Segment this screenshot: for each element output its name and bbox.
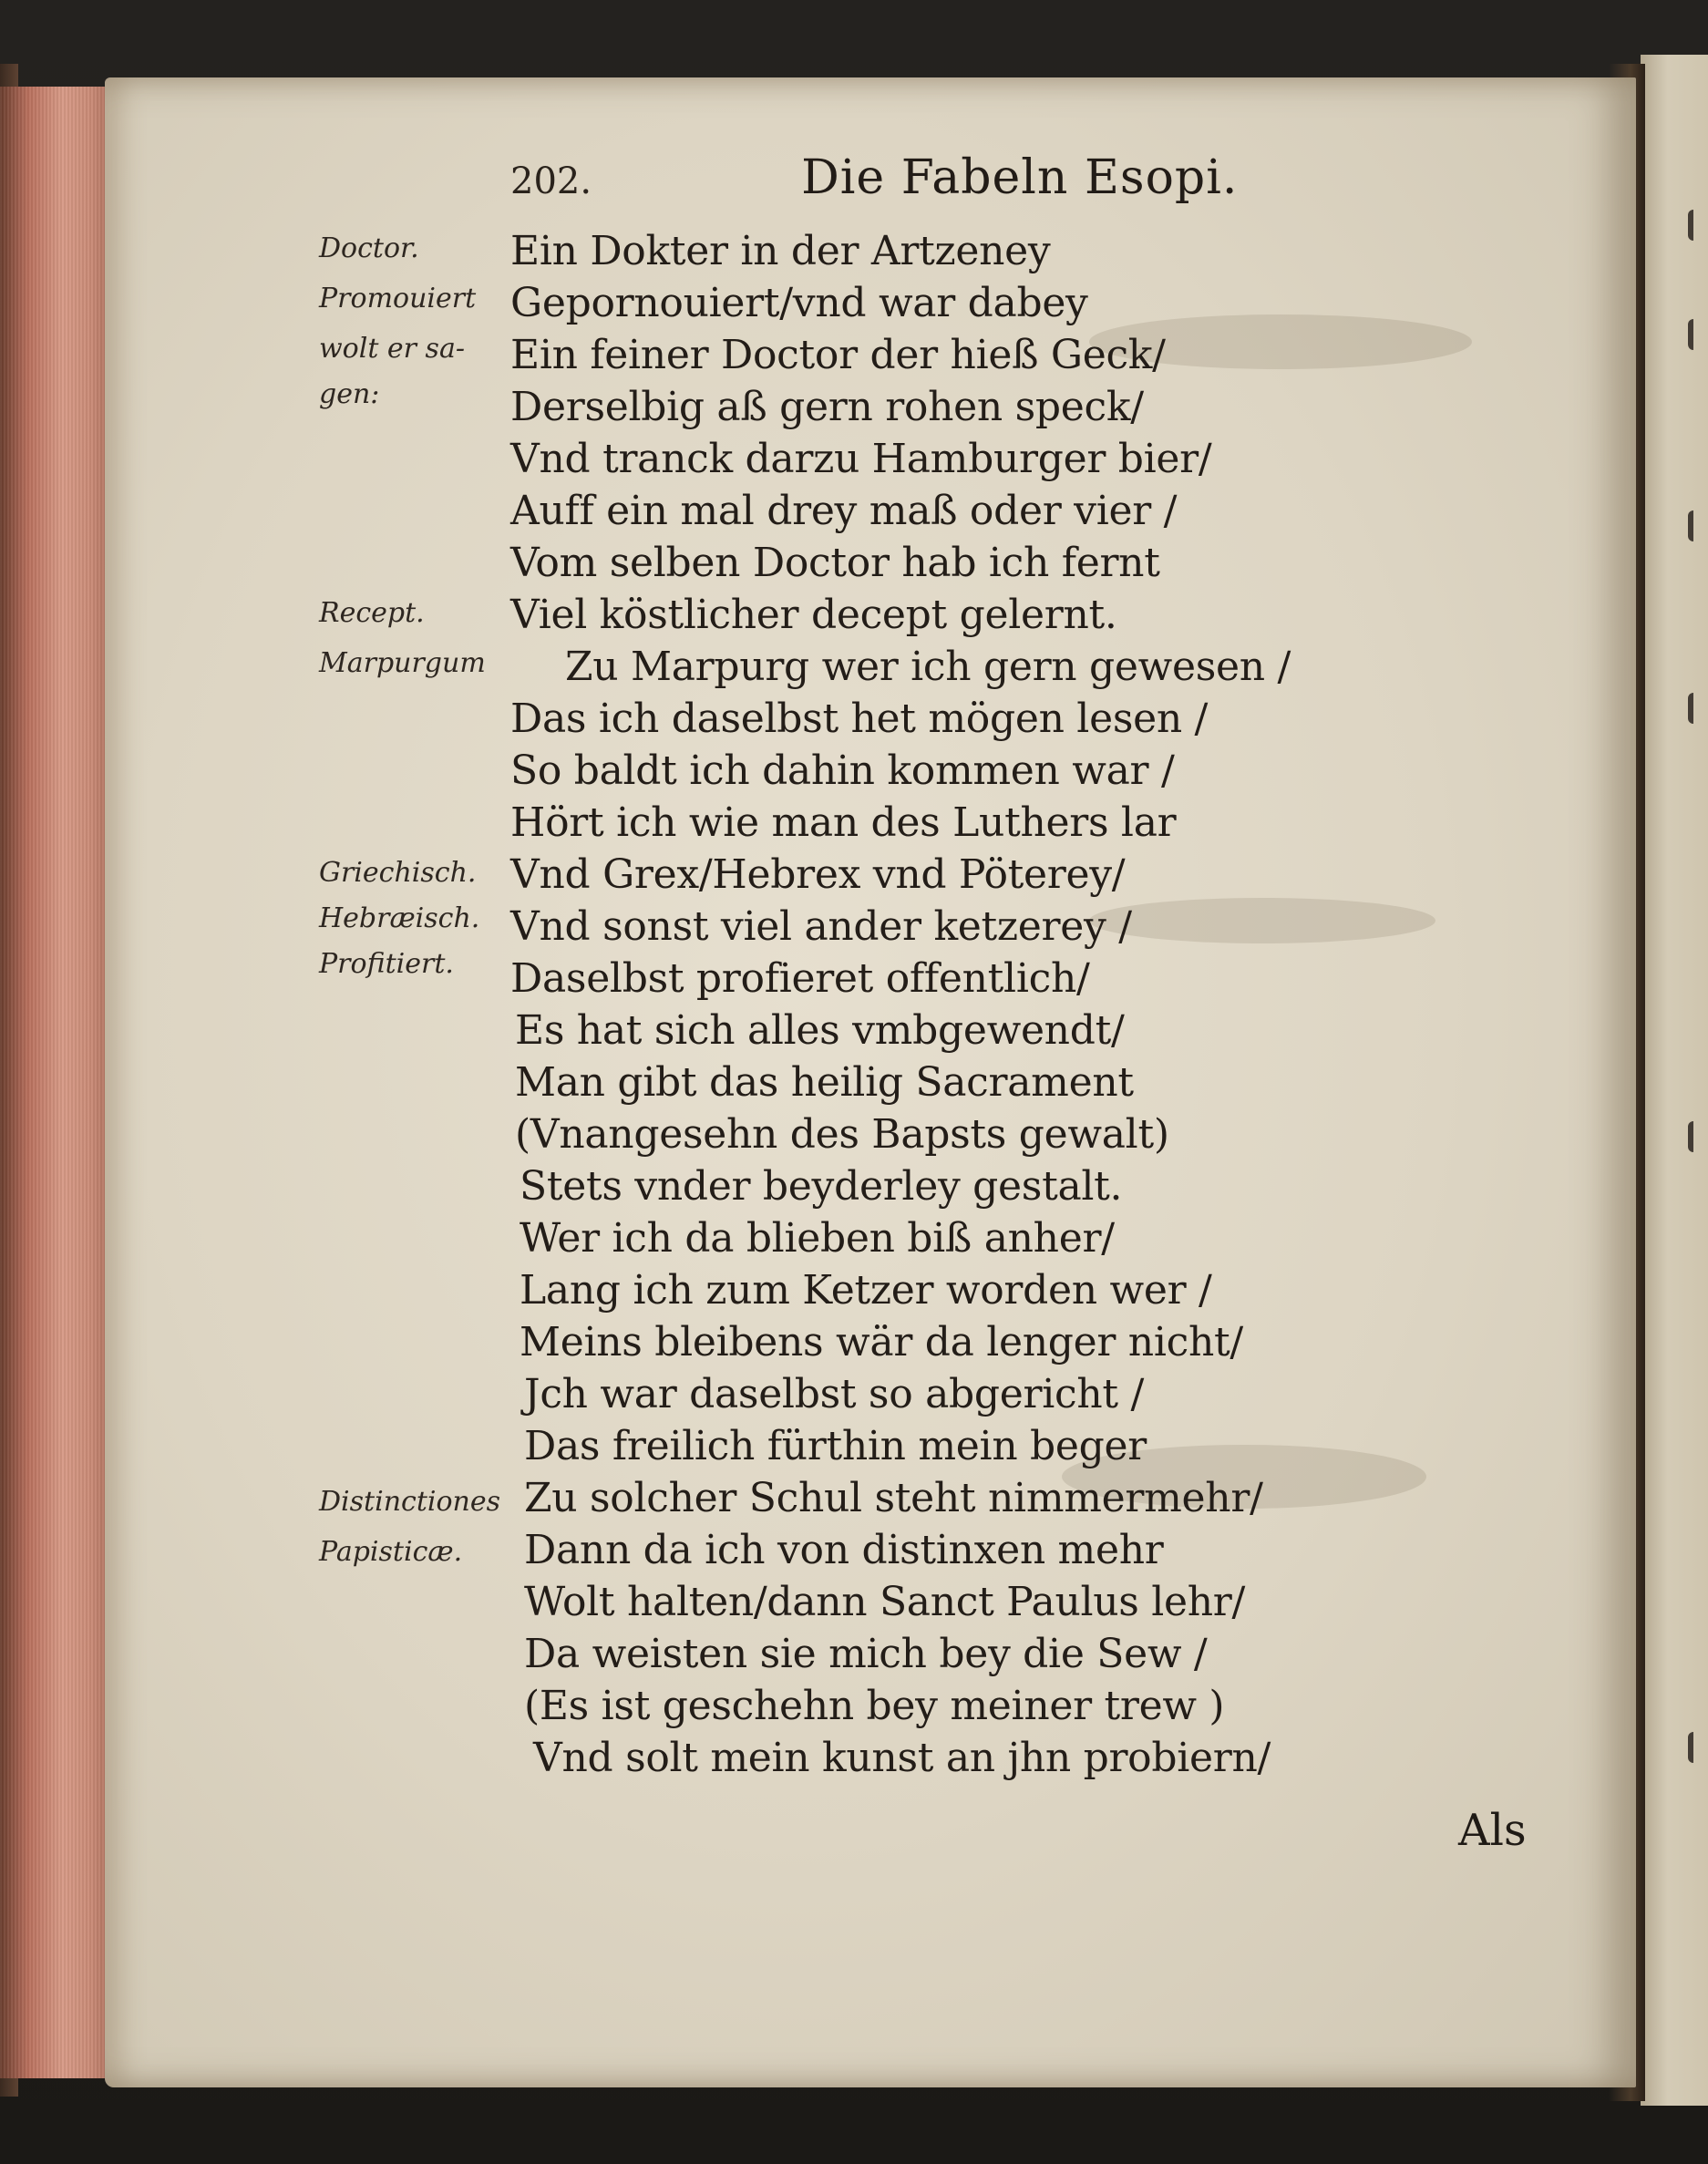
page-number: 202.: [510, 160, 592, 202]
verse-line: Da weisten sie mich bey die Sew /: [524, 1631, 1208, 1677]
verse-line: Ein Dokter in der Artzeney: [510, 228, 1051, 274]
margin-note: Recept.: [319, 597, 425, 629]
verse-line: Vnd Grex/Hebrex vnd Pöterey/: [510, 851, 1126, 898]
verse-line: Gepornouiert/vnd war dabey: [510, 280, 1088, 326]
facing-page-glyph: [1688, 1121, 1708, 1152]
verse-line: Ein feiner Doctor der hieß Geck/: [510, 332, 1166, 378]
running-title: Die Fabeln Esopi.: [801, 150, 1239, 205]
margin-note: Distinctiones: [319, 1486, 500, 1518]
margin-note: wolt er sa-: [319, 333, 465, 365]
margin-note: Doctor.: [319, 232, 419, 264]
margin-note: gen:: [319, 378, 380, 410]
verse-line: Vnd sonst viel ander ketzerey /: [510, 903, 1132, 950]
facing-page-glyph: [1688, 210, 1708, 241]
margin-note: Profitiert.: [319, 948, 454, 980]
verse-line: Auff ein mal drey maß oder vier /: [510, 488, 1178, 534]
catchword: Als: [1458, 1805, 1527, 1856]
verse-line: Lang ich zum Ketzer worden wer /: [520, 1267, 1212, 1314]
verse-line: Zu solcher Schul steht nimmermehr/: [524, 1475, 1263, 1521]
verse-line: Man gibt das heilig Sacrament: [515, 1059, 1134, 1106]
verse-line: Es hat sich alles vmbgewendt/: [515, 1007, 1125, 1054]
verse-line: Viel köstlicher decept gelernt.: [510, 592, 1117, 638]
page-fore-edge: [0, 87, 114, 2078]
verse-line: Hört ich wie man des Luthers lar: [510, 799, 1177, 846]
verse-line: Daselbst profieret offentlich/: [510, 955, 1090, 1002]
verse-line: Zu Marpurg wer ich gern gewesen /: [565, 644, 1291, 690]
verse-line: Meins bleibens wär da lenger nicht/: [520, 1319, 1243, 1365]
verse-line: Wolt halten/dann Sanct Paulus lehr/: [524, 1579, 1246, 1625]
margin-note: Griechisch.: [319, 857, 477, 889]
verse-line: Vnd solt mein kunst an jhn probiern/: [533, 1735, 1271, 1781]
facing-page-glyph: [1688, 1732, 1708, 1763]
running-head: [510, 150, 1238, 205]
verse-line: (Vnangesehn des Bapsts gewalt): [515, 1111, 1169, 1158]
margin-note: Hebræisch.: [319, 902, 480, 934]
verse-line: Stets vnder beyderley gestalt.: [520, 1163, 1123, 1210]
margin-note: Marpurgum: [319, 647, 486, 679]
verse-line: Das freilich fürthin mein beger: [524, 1423, 1147, 1469]
verse-line: Wer ich da blieben biß anher/: [520, 1215, 1115, 1262]
facing-page: [1641, 55, 1708, 2106]
verse-line: Vom selben Doctor hab ich fernt: [510, 540, 1160, 586]
facing-page-glyph: [1688, 510, 1708, 541]
paper-stain: [1089, 898, 1435, 943]
verse-line: Derselbig aß gern rohen speck/: [510, 384, 1144, 430]
verse-line: Vnd tranck darzu Hamburger bier/: [510, 436, 1212, 482]
verse-line: (Es ist geschehn bey meiner trew ): [524, 1683, 1225, 1729]
verse-line: Jch war daselbst so abgericht /: [524, 1371, 1144, 1417]
verse-line: So baldt ich dahin kommen war /: [510, 747, 1175, 794]
margin-note: Papisticæ.: [319, 1536, 463, 1568]
facing-page-glyph: [1688, 319, 1708, 350]
verse-line: Dann da ich von distinxen mehr: [524, 1527, 1164, 1573]
margin-note: Promouiert: [319, 283, 477, 314]
facing-page-glyph: [1688, 693, 1708, 724]
verse-line: Das ich daselbst het mögen lesen /: [510, 696, 1209, 742]
